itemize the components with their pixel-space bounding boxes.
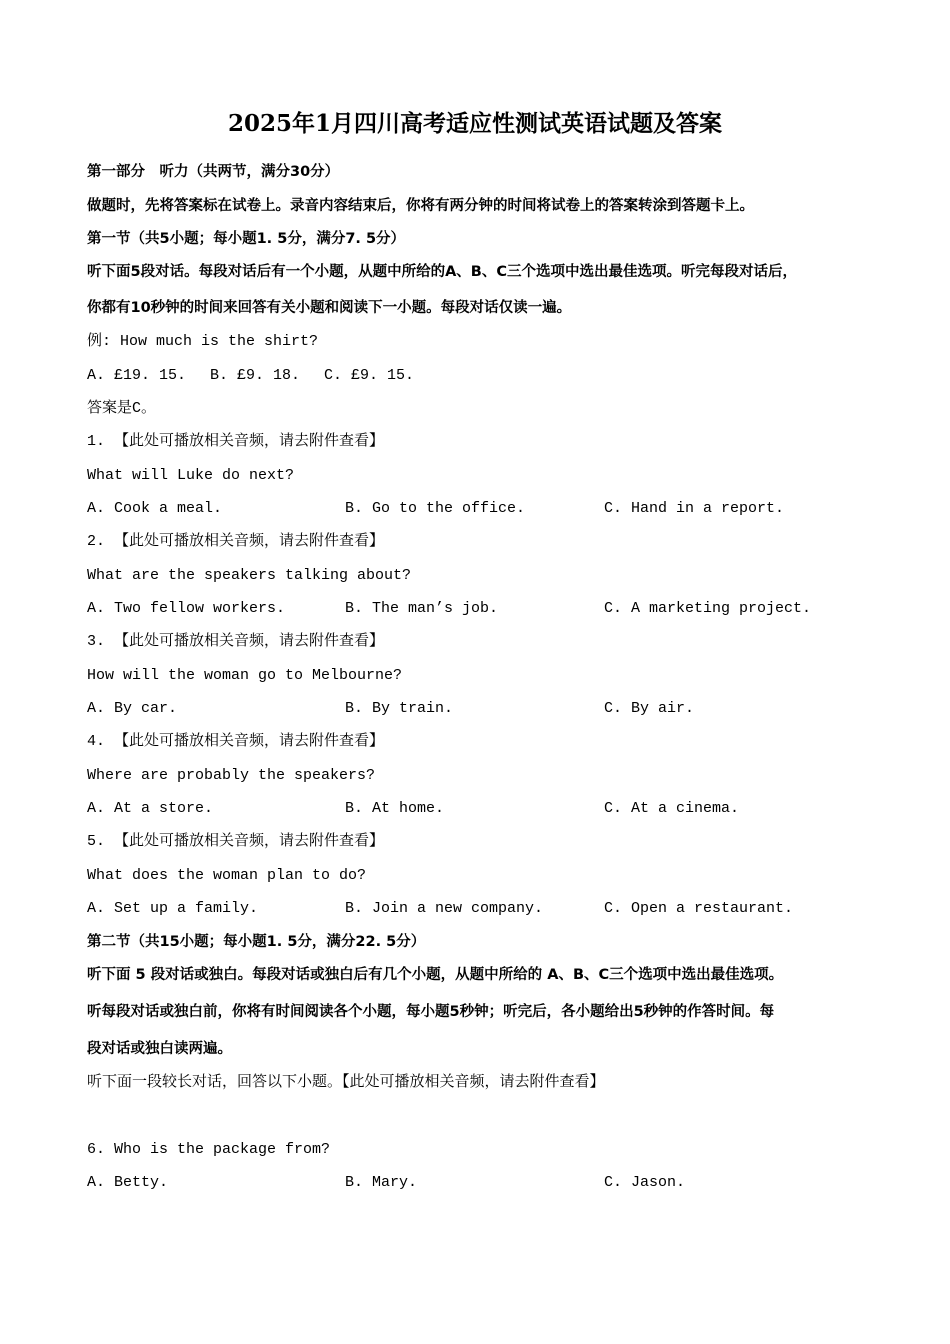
question-4-text: Where are probably the speakers? — [87, 767, 376, 784]
question-5-text: What does the woman plan to do? — [87, 867, 367, 884]
question-1-text: What will Luke do next? — [87, 467, 295, 484]
section2-instruction-2: 听每段对话或独白前，你将有时间阅读各个小题，每小题5秒钟；听完后，各小题给出5秒钟的作答时间。每 — [87, 1004, 775, 1020]
section2-heading: 第二节（共15小题；每小题1. 5分，满分22. 5分） — [87, 934, 426, 950]
question-4-option-b: B. At home. — [345, 800, 445, 817]
question-5-number: 5. 【此处可播放相关音频，请去附件查看】 — [87, 833, 385, 850]
question-2-number: 2. 【此处可播放相关音频，请去附件查看】 — [87, 533, 385, 550]
question-1-option-b: B. Go to the office. — [345, 500, 526, 517]
question-4-option-a: A. At a store. — [87, 800, 214, 817]
section2-lead: 听下面一段较长对话，回答以下小题。【此处可播放相关音频，请去附件查看】 — [87, 1074, 605, 1091]
question-2-option-b: B. The man’s job. — [345, 600, 499, 617]
section1-instruction-1: 听下面5段对话。每段对话后有一个小题，从题中所给的A、B、C三个选项中选出最佳选项。听完每段对话后， — [87, 264, 798, 280]
section2-instruction-3: 段对话或独白读两遍。 — [87, 1041, 232, 1057]
question-1-option-c: C. Hand in a report. — [604, 500, 785, 517]
question-2-option-a: A. Two fellow workers. — [87, 600, 286, 617]
question-6-option-a: A. Betty. — [87, 1174, 169, 1191]
question-4-option-c: C. At a cinema. — [604, 800, 740, 817]
question-1-option-a: A. Cook a meal. — [87, 500, 223, 517]
section1-heading: 第一节（共5小题；每小题1. 5分，满分7. 5分） — [87, 231, 406, 247]
question-6-text: 6. Who is the package from? — [87, 1141, 331, 1158]
question-3-option-a: A. By car. — [87, 700, 178, 717]
question-3-option-c: C. By air. — [604, 700, 695, 717]
part1-instruction: 做题时，先将答案标在试卷上。录音内容结束后，你将有两分钟的时间将试卷上的答案转涂到答题卡上。 — [87, 198, 754, 214]
section2-instruction-1: 听下面 5 段对话或独白。每段对话或独白后有几个小题，从题中所给的 A、B、C三个选项中选出最佳选项。 — [87, 967, 784, 983]
question-3-text: How will the woman go to Melbourne? — [87, 667, 403, 684]
example-options: A. £19. 15. B. £9. 18. C. £9. 15. — [87, 367, 415, 384]
question-5-option-b: B. Join a new company. — [345, 900, 544, 917]
section1-instruction-2: 你都有10秒钟的时间来回答有关小题和阅读下一小题。每段对话仅读一遍。 — [87, 300, 572, 316]
question-5-option-a: A. Set up a family. — [87, 900, 259, 917]
question-3-number: 3. 【此处可播放相关音频，请去附件查看】 — [87, 633, 385, 650]
example-answer: 答案是C。 — [87, 400, 157, 417]
question-2-text: What are the speakers talking about? — [87, 567, 412, 584]
question-6-option-c: C. Jason. — [604, 1174, 686, 1191]
question-6-option-b: B. Mary. — [345, 1174, 418, 1191]
question-3-option-b: B. By train. — [345, 700, 454, 717]
part1-heading: 第一部分 听力（共两节，满分30分） — [87, 164, 340, 180]
question-5-option-c: C. Open a restaurant. — [604, 900, 794, 917]
question-2-option-c: C. A marketing project. — [604, 600, 812, 617]
question-4-number: 4. 【此处可播放相关音频，请去附件查看】 — [87, 733, 385, 750]
example-question: 例: How much is the shirt? — [87, 333, 319, 350]
page-title: 2025年1月四川高考适应性测试英语试题及答案 — [227, 110, 723, 137]
question-1-number: 1. 【此处可播放相关音频，请去附件查看】 — [87, 433, 385, 450]
